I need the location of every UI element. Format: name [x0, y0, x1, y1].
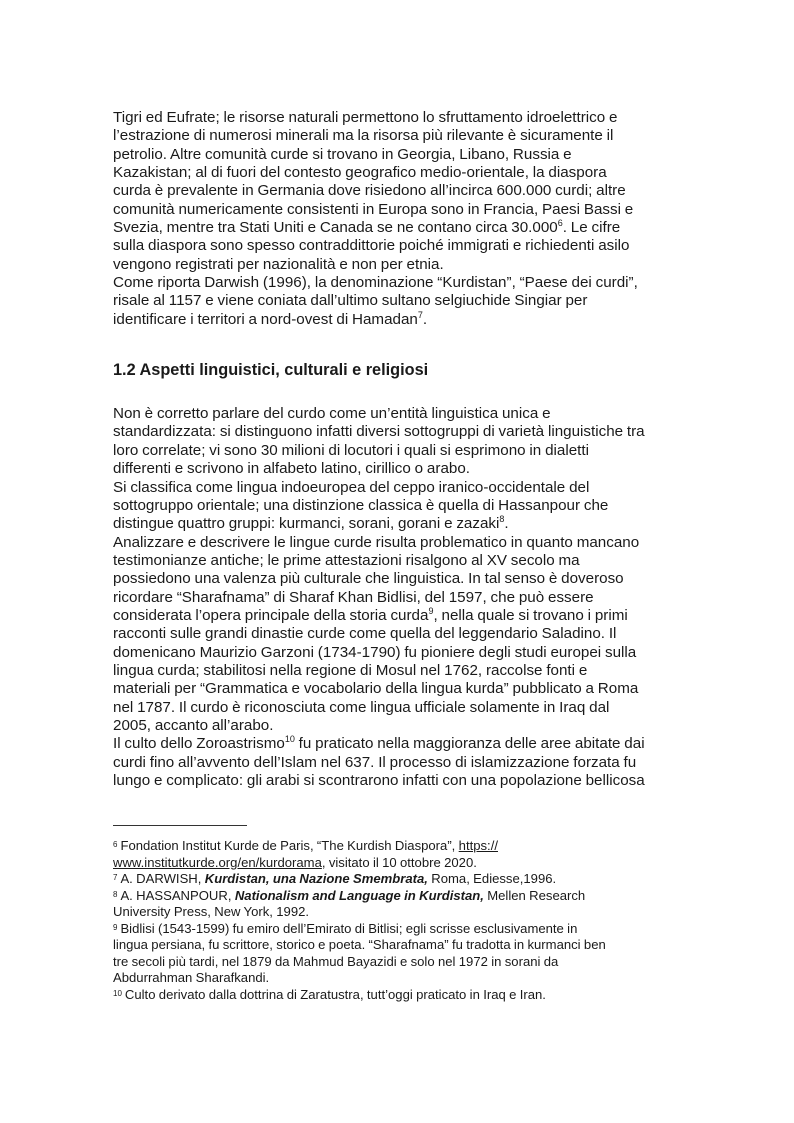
footnote-ref[interactable]: 6 — [557, 218, 563, 229]
footnote-title: Nationalism and Language in Kurdistan, — [234, 887, 484, 903]
footnote-8 — [113, 888, 685, 921]
footnote-number: 9 — [113, 922, 118, 932]
link-text[interactable]: https:// — [458, 838, 498, 853]
text-fragment: . Le cifre — [562, 219, 621, 237]
text-fragment: , nella quale si trovano i primi — [433, 606, 628, 624]
text-fragment: fu praticato nella maggioranza delle aree abitate dai — [294, 735, 645, 753]
section-heading: 1.2 Aspetti linguistici, culturali e religiosi — [113, 361, 429, 380]
footnote-text: Culto derivato dalla dottrina di Zaratustra, tutt’oggi praticato in Iraq e Iran. — [124, 986, 546, 1002]
text-line: l’estrazione di numerosi minerali ma la risorsa più rilevante è sicuramente il — [113, 127, 614, 145]
footnote-text: Mellen Research — [483, 887, 586, 903]
footnotes — [113, 838, 685, 1003]
text-line: possiedono una valenza più culturale che linguistica. In tal senso è doveroso — [113, 570, 624, 588]
text-line: Il culto dello Zoroastrismo — [113, 735, 285, 753]
text-line: curdi fino all’avvento dell’Islam nel 637. Il processo di islamizzazione forzata fu — [113, 753, 637, 771]
footnote-line: tre secoli più tardi, nel 1879 da Mahmud Bayazidi e solo nel 1972 in sorani da — [113, 953, 559, 969]
text-line: standardizzata: si distinguono infatti diversi sottogruppi di varietà linguistiche tra — [113, 423, 645, 441]
text-line: Non è corretto parlare del curdo come un’entità linguistica unica e — [113, 405, 551, 423]
footnote-line: Abdurrahman Sharafkandi. — [113, 970, 270, 985]
text-line: Tigri ed Eufrate; le risorse naturali permettono lo sfruttamento idroelettrico e — [113, 109, 618, 126]
text-line: Svezia, mentre tra Stati Uniti e Canada se ne contano circa 30.000 — [113, 219, 558, 237]
footnote-number: 8 — [113, 889, 118, 899]
footnote-9 — [113, 921, 685, 987]
footnote-6 — [113, 838, 685, 871]
main-text — [113, 109, 685, 790]
footnote-text: University Press, New York, 1992. — [113, 904, 310, 919]
footnote-text: Fondation Institut Kurde de Paris, “The Kurdish Diaspora”, — [120, 838, 459, 853]
text-line: loro correlate; vi sono 30 milioni di locutori i quali si esprimono in dialetti — [113, 441, 589, 459]
footnote-number: 7 — [113, 873, 118, 882]
paragraph: Non è corretto parlare del curdo come un’entità linguistica unica e standardizzata: si distinguono infatti diversi sottogruppi di varietà linguistiche tra loro correlate; vi sono 30 milioni di locutori i quali si esprimono in dialetti differenti e scrivono in alfabeto latino, cirillico o arabo. Si classifica come lingua indoeuropea del ceppo iranico-occidentale del sottogruppo orientale; una distinzione classica è quella di Hassanpour che distingue quattro gruppi: kurmanci, sorani, gorani e zazaki$^8$. Analizzare e descrivere le lingue curde risulta problematico in quanto mancano testimonianze antiche; le prime attestazioni risalgono al XV secolo ma possiedono una valenza più culturale che linguistica. In tal senso è doveroso ricordare “Sharafnama” di Sharaf Khan Bidlisi, del 1597, che può essere considerata l’opera principale della storia curda$^9$, nella quale si trovano i primi racconti sulle grandi dinastie curde come quella del leggendario Saladino. Il domenicano Maurizio Garzoni (1734-1790) fu pioniere degli studi europei sulla lingua curda; stabilitosi nella regione di Mosul nel 1762, raccolse fonti e materiali per “Grammatica e vocabolario della lingua kurda” pubblicato a Roma nel 1787. Il curdo è riconosciuta come lingua ufficiale solamente in Iraq dal 2005, accanto all’arabo. Il culto dello Zoroastrismo$^{10}$ fu praticato nella maggioranza delle aree abitate dai curdi fino all’avvento dell’Islam nel 637. Il processo di islamizzazione forzata fu lungo e complicato: gli arabi si scontrarono infatti con una popolazione bellicosa — [113, 405, 645, 789]
text-line: materiali per “Grammatica e vocabolario della lingua kurda” pubblicato a Roma — [113, 680, 639, 698]
footnote-line: lingua persiana, fu scrittore, storico e poeta. “Sharafnama” fu tradotta in kurmanci ben — [113, 937, 606, 952]
footnote-ref[interactable]: 8 — [499, 514, 505, 525]
text-line: identificare i territori a nord-ovest di Hamadan — [113, 310, 418, 328]
text-line: Come riporta Darwish (1996), la denominazione “Kurdistan”, “Paese dei curdi”, — [113, 274, 638, 292]
footnote-author: A. HASSANPOUR, — [120, 887, 235, 903]
text-line: curda è prevalente in Germania dove risiedono all’incirca 600.000 curdi; altre — [113, 182, 626, 200]
text-line: vengono registrati per nazionalità e non per etnia. — [113, 255, 444, 273]
footnote-text: , visitato il 10 ottobre 2020. — [321, 854, 477, 870]
text-line: considerata l’opera principale della storia curda — [113, 606, 429, 624]
text-line: differenti e scrivono in alfabeto latino, cirillico o arabo. — [113, 460, 470, 478]
paragraph: Tigri ed Eufrate; le risorse naturali permettono lo sfruttamento idroelettrico e l’estrazione di numerosi minerali ma la risorsa più rilevante è sicuramente il petrolio. Altre comunità curde si trovano in Georgia, Libano, Russia e Kazakistan; al di fuori del contesto geografico medio-orientale, la diaspora curda è prevalente in Germania dove risiedono all’incirca 600.000 curdi; altre comunità numericamente consistenti in Europa sono in Francia, Paesi Bassi e Svezia, mentre tra Stati Uniti e Canada se ne contano circa 30.000$^6$. Le cifre sulla diaspora sono spesso contraddittorie poiché immigrati e richiedenti asilo vengono registrati per nazionalità e non per etnia. Come riporta Darwish (1996), la denominazione “Kurdistan”, “Paese dei curdi”, risale al 1157 e viene coniata dall’ultimo sultano selgiuchide Singiar per identificare i territori a nord-ovest di Hamadan$^7$. — [113, 109, 638, 328]
footnote-line: Bidlisi (1543-1599) fu emiro dell’Emirato di Bitlisi; egli scrisse esclusivamente in — [120, 920, 578, 936]
text-line: nel 1787. Il curdo è riconosciuta come lingua ufficiale solamente in Iraq dal — [113, 698, 610, 716]
text-line: ricordare “Sharafnama” di Sharaf Khan Bidlisi, del 1597, che può essere — [113, 588, 594, 606]
text-line: distingue quattro gruppi: kurmanci, sorani, gorani e zazaki — [113, 515, 500, 533]
footnote-ref[interactable]: 10 — [284, 734, 295, 745]
footnote-ref[interactable]: 9 — [428, 605, 434, 616]
link-text[interactable]: www.institutkurde.org/en/kurdorama — [113, 854, 322, 870]
text-line: sottogruppo orientale; una distinzione classica è quella di Hassanpour che — [113, 496, 609, 514]
footnote-ref[interactable]: 7 — [417, 309, 423, 320]
footnote-text: Roma, Ediesse,1996. — [427, 871, 557, 886]
text-line: domenicano Maurizio Garzoni (1734-1790) fu pioniere degli studi europei sulla — [113, 643, 637, 661]
footnote-title: Kurdistan, una Nazione Smembrata, — [204, 871, 428, 886]
text-line: Kazakistan; al di fuori del contesto geografico medio-orientale, la diaspora — [113, 164, 607, 182]
text-line: comunità numericamente consistenti in Europa sono in Francia, Paesi Bassi e — [113, 200, 634, 218]
text-line: lungo e complicato: gli arabi si scontrarono infatti con una popolazione bellicosa — [113, 772, 645, 789]
text-line: lingua curda; stabilitosi nella regione di Mosul nel 1762, raccolse fonti e — [113, 661, 588, 679]
text-line: sulla diaspora sono spesso contraddittorie poiché immigrati e richiedenti asilo — [113, 237, 630, 255]
text-line: Si classifica come lingua indoeuropea del ceppo iranico-occidentale del — [113, 478, 590, 496]
text-line: risale al 1157 e viene coniata dall’ultimo sultano selgiuchide Singiar per — [113, 292, 588, 310]
footnote-separator — [113, 825, 247, 826]
text-line: petrolio. Altre comunità curde si trovano in Georgia, Libano, Russia e — [113, 145, 572, 163]
footnote-number: 6 — [113, 840, 118, 849]
text-line: 2005, accanto all’arabo. — [113, 716, 274, 734]
text-line: testimonianze antiche; le prime attestazioni risalgono al XV secolo ma — [113, 551, 580, 569]
text-line: Analizzare e descrivere le lingue curde risulta problematico in quanto mancano — [113, 533, 640, 551]
text-line: racconti sulle grandi dinastie curde come quella del leggendario Saladino. Il — [113, 625, 617, 643]
footnote-10 — [113, 987, 685, 1004]
footnote-7 — [113, 871, 685, 888]
footnote-number: 10 — [113, 988, 122, 998]
footnote-author: A. DARWISH, — [120, 871, 205, 886]
